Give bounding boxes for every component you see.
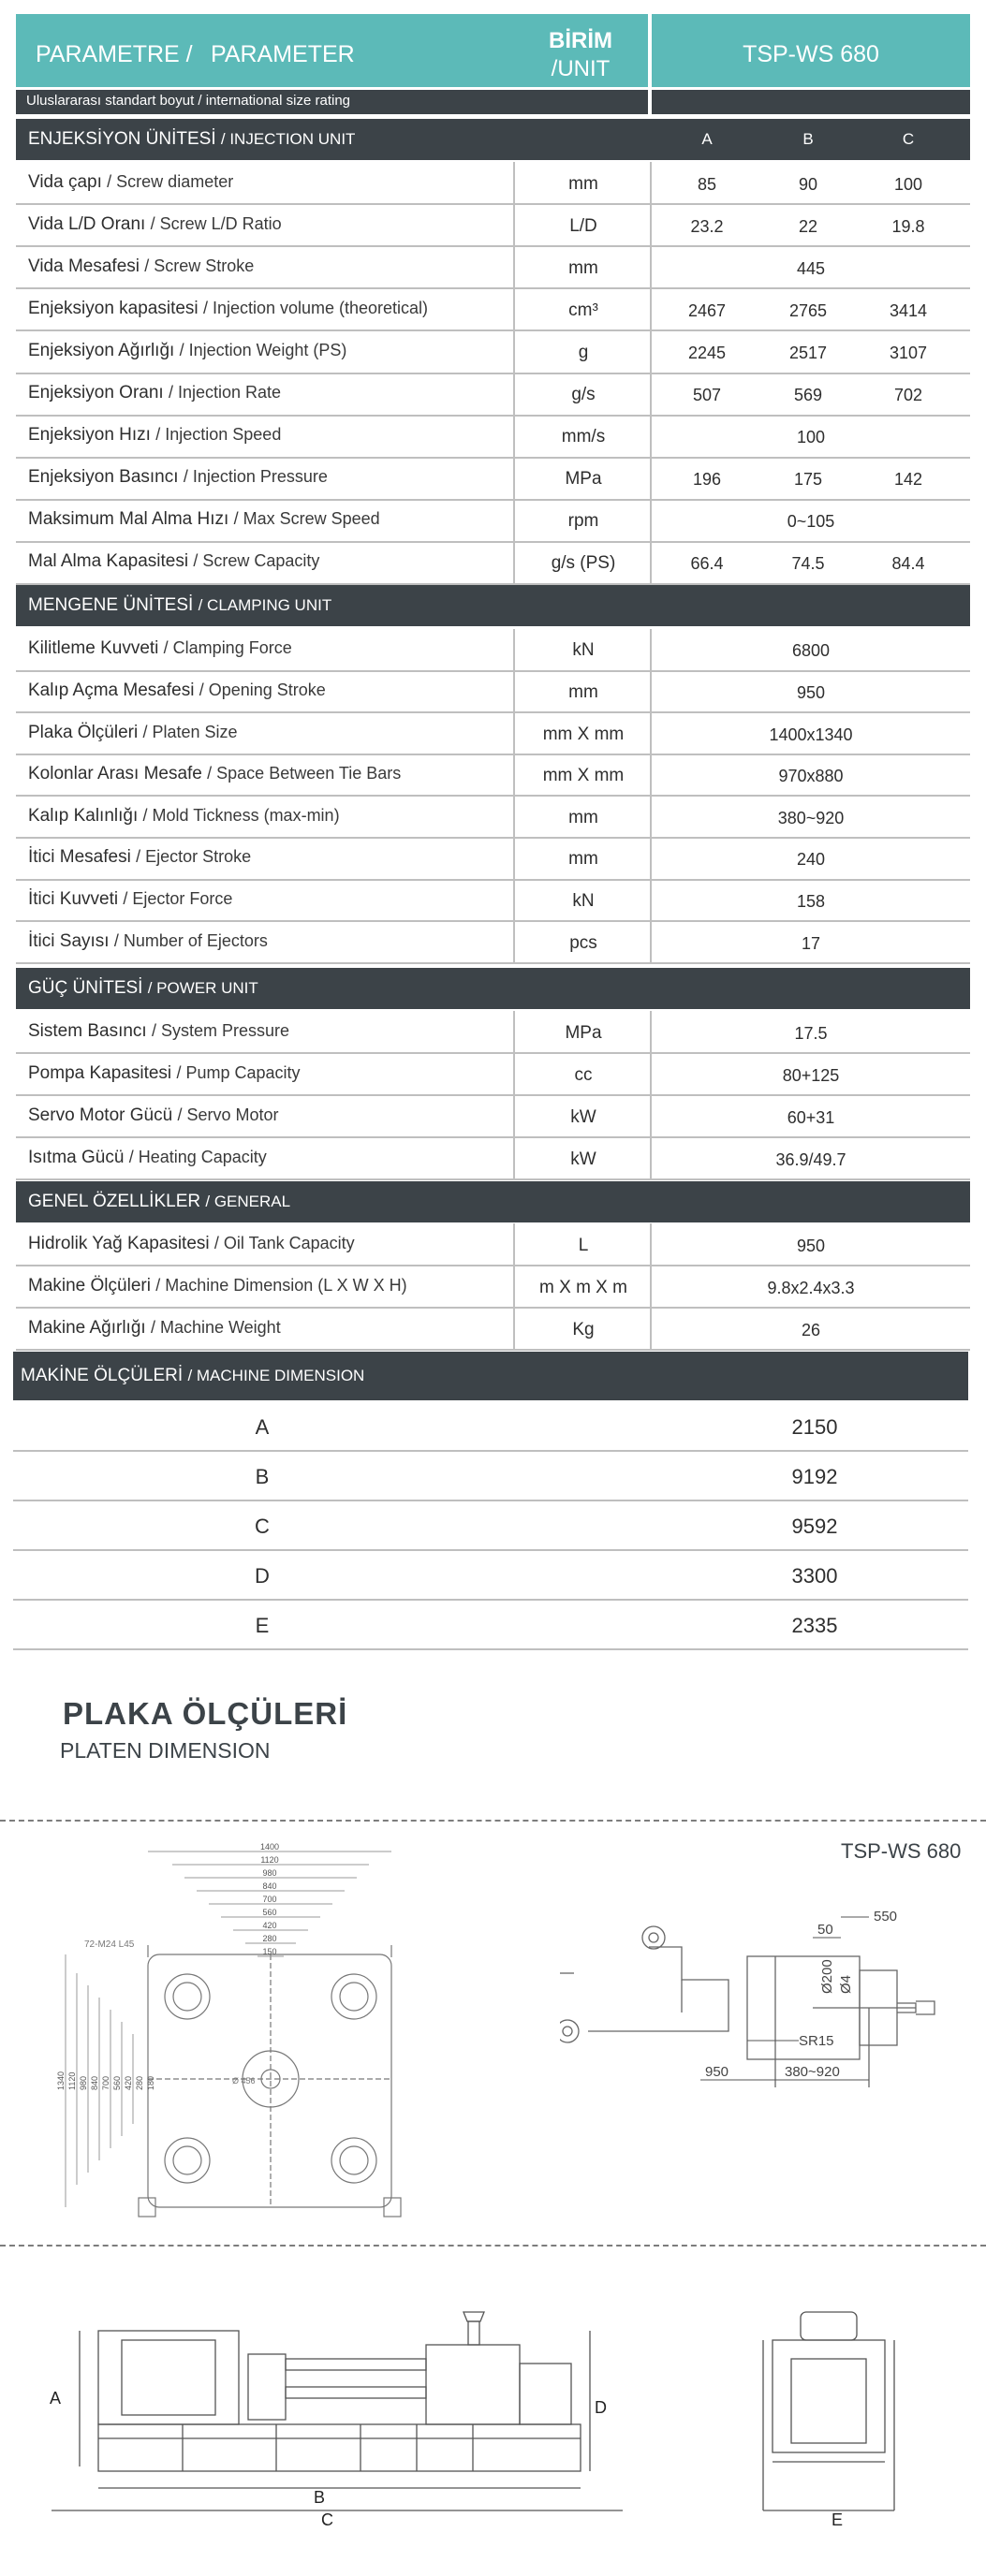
spec-value-a: 85	[697, 174, 717, 194]
spec-value: 240	[796, 850, 826, 870]
machine-dim-label: A	[255, 1415, 270, 1439]
spec-label	[28, 764, 401, 784]
spec-unit: g/s	[571, 385, 596, 405]
spec-unit: kN	[572, 890, 595, 911]
spec-label-tr: Makine Ölçüleri	[28, 1275, 151, 1295]
spec-value-a: 196	[692, 470, 722, 490]
tie-bar-hole	[165, 1974, 210, 2019]
spec-unit: pcs	[569, 932, 597, 953]
spec-unit: rpm	[567, 511, 599, 532]
spec-unit: Kg	[572, 1319, 595, 1339]
dim-e-label: E	[831, 2510, 844, 2529]
spec-unit: kN	[572, 640, 595, 661]
intl-note: Uluslararası standart boyut / international size rating	[26, 93, 351, 109]
spec-unit: mm	[568, 257, 598, 278]
platen-side-dim: 1120	[67, 2071, 77, 2090]
spec-value: 0~105	[787, 512, 835, 532]
spec-label	[28, 256, 254, 277]
spec-value: 60+31	[787, 1107, 835, 1127]
section-clamping-title	[28, 585, 331, 626]
spec-unit: L/D	[569, 215, 597, 236]
spec-unit: cc	[574, 1064, 593, 1085]
machine-dim-value: 9192	[791, 1465, 838, 1488]
dim-sr15: SR15	[799, 2033, 834, 2049]
spec-label-en: / Ejector Force	[123, 888, 233, 908]
spec-label	[28, 1021, 289, 1042]
platen-top-dim: 1120	[260, 1855, 279, 1865]
spec-value: 17	[801, 933, 821, 953]
header-unit-en: /UNIT	[551, 56, 611, 81]
spec-unit: cm³	[568, 300, 598, 320]
platen-top-dim: 980	[262, 1868, 277, 1878]
spec-value-a: 2467	[687, 300, 727, 320]
section-power-title	[28, 968, 258, 1009]
spec-label-tr: Kolonlar Arası Mesafe	[28, 764, 202, 784]
spec-label	[28, 681, 326, 701]
spec-label	[28, 1318, 281, 1339]
spec-unit: L	[578, 1235, 589, 1255]
platen-side-dim: 560	[112, 2075, 122, 2090]
spec-label-tr: Enjeksiyon Oranı	[28, 383, 164, 403]
row-divider	[16, 1178, 970, 1180]
spec-value: 158	[796, 891, 826, 911]
spec-label-tr: Pompa Kapasitesi	[28, 1062, 172, 1083]
spec-label-tr: Vida L/D Oranı	[28, 213, 146, 234]
spec-label	[28, 889, 232, 910]
spec-value: 6800	[791, 641, 831, 661]
spec-unit: mm X mm	[542, 724, 625, 744]
spec-unit: kW	[570, 1106, 596, 1127]
spec-label	[28, 299, 428, 319]
platen-side-drawing	[560, 1900, 972, 2115]
section-power-en: / POWER UNIT	[147, 979, 258, 997]
spec-value-b: 569	[793, 386, 823, 405]
machine-dim-label: D	[255, 1564, 270, 1588]
section-injection-title	[28, 119, 355, 160]
spec-label-tr: Kalıp Açma Mesafesi	[28, 680, 195, 700]
spec-label	[28, 1234, 355, 1254]
spec-label	[28, 847, 251, 868]
platen-top-dim: 420	[262, 1921, 277, 1930]
spec-label-en: / Machine Dimension (L X W X H)	[155, 1275, 407, 1295]
spec-label	[28, 1148, 267, 1168]
platen-top-dim: 280	[262, 1934, 277, 1943]
spec-value-a: 23.2	[690, 216, 724, 236]
dim-50: 50	[817, 1922, 833, 1938]
tie-bar-hole	[331, 1974, 376, 2019]
dim-950: 950	[705, 2064, 729, 2080]
platen-side-dim: 980	[79, 2075, 88, 2090]
spec-value: 36.9/49.7	[775, 1149, 846, 1169]
spec-label-en: / Machine Weight	[150, 1317, 281, 1337]
section-machine-dim-en: / MACHINE DIMENSION	[187, 1367, 365, 1384]
platen-side-dim: 1340	[56, 2071, 66, 2090]
col-divider	[650, 629, 652, 963]
col-divider	[650, 162, 652, 584]
spec-unit: kW	[570, 1149, 596, 1169]
spec-value-c: 702	[893, 386, 923, 405]
spec-label-en: / Clamping Force	[163, 638, 292, 658]
spec-label-tr: Kalıp Kalınlığı	[28, 805, 139, 826]
spec-value-a: 66.4	[690, 554, 724, 574]
spec-value-c: 84.4	[891, 554, 925, 574]
spec-label	[28, 509, 380, 530]
spec-value-c: 19.8	[891, 216, 925, 236]
spec-unit: g	[578, 342, 589, 362]
machine-dim-label: B	[255, 1465, 270, 1488]
spec-label	[28, 723, 238, 743]
spec-label-tr: Isıtma Gücü	[28, 1147, 125, 1167]
spec-value: 80+125	[782, 1065, 840, 1085]
section-general-en: / GENERAL	[205, 1193, 291, 1210]
platen-side-dim: 180	[146, 2075, 155, 2090]
spec-label-tr: Enjeksiyon Ağırlığı	[28, 340, 175, 360]
section-clamping-en: / CLAMPING UNIT	[198, 596, 332, 614]
spec-label	[28, 341, 346, 361]
spec-label	[28, 383, 281, 403]
platen-side-dim: 280	[135, 2075, 144, 2090]
platen-model: TSP-WS 680	[841, 1839, 962, 1863]
column-header-col_a: A	[701, 130, 713, 148]
spec-value-a: 2245	[687, 343, 727, 362]
machine-dim-value: 2150	[791, 1415, 838, 1439]
spec-label	[28, 551, 319, 572]
col-divider	[650, 1223, 652, 1350]
divider-bottom	[0, 2245, 986, 2247]
platen-side-dim: 420	[124, 2075, 133, 2090]
spec-label-en: / Pump Capacity	[176, 1062, 301, 1082]
dim-a-label: A	[50, 2389, 62, 2408]
spec-value-c: 3414	[889, 300, 928, 320]
spec-unit: g/s (PS)	[551, 553, 616, 574]
spec-label	[28, 931, 268, 952]
spec-value-b: 2765	[788, 300, 828, 320]
spec-unit: mm/s	[561, 427, 606, 447]
spec-value: 100	[796, 428, 826, 447]
spec-label-tr: İtici Kuvveti	[28, 888, 119, 909]
spec-label	[28, 1063, 301, 1084]
spec-label	[28, 1276, 407, 1296]
machine-dim-value: 3300	[791, 1564, 838, 1588]
spec-unit: MPa	[565, 1022, 602, 1043]
row-divider	[13, 1450, 968, 1452]
column-header-col_b: B	[802, 130, 814, 148]
spec-label-tr: Maksimum Mal Alma Hızı	[28, 509, 229, 530]
spec-value-c: 3107	[889, 343, 928, 362]
column-header-col_c: C	[902, 130, 915, 148]
spec-label-tr: İtici Sayısı	[28, 930, 110, 951]
header-model: TSP-WS 680	[743, 41, 879, 67]
spec-label-tr: Kilitleme Kuvveti	[28, 638, 159, 659]
dim-d200: Ø200	[819, 1959, 835, 1994]
tie-bar-hole	[331, 2138, 376, 2183]
machine-dim-label: E	[255, 1614, 270, 1637]
platen-top-dim: 840	[262, 1881, 277, 1891]
dim-d4: Ø4	[838, 1974, 854, 1994]
spec-label-tr: Enjeksiyon Hızı	[28, 425, 151, 446]
spec-label	[28, 467, 328, 488]
spec-label	[28, 806, 340, 827]
dim-c-label: C	[321, 2510, 333, 2529]
header-parameter-en: PARAMETER	[211, 41, 355, 67]
row-divider	[13, 1549, 968, 1551]
spec-label-en: / Screw Stroke	[144, 256, 255, 275]
spec-value-b: 90	[798, 174, 818, 194]
spec-unit: mm	[568, 807, 598, 827]
spec-value: 380~920	[777, 808, 845, 827]
platen-side-dim: 840	[90, 2075, 99, 2090]
spec-label-tr: Enjeksiyon Basıncı	[28, 467, 179, 488]
spec-value: 17.5	[794, 1023, 828, 1043]
spec-label-en: / Screw L/D Ratio	[150, 213, 282, 233]
spec-label	[28, 214, 282, 235]
col-divider	[513, 629, 515, 963]
hole-note: 72-M24 L45	[84, 1939, 135, 1950]
section-clamping-tr: MENGENE ÜNİTESİ	[28, 595, 194, 615]
platen-top-dim: 560	[262, 1908, 277, 1917]
platen-top-dim: 700	[262, 1895, 277, 1904]
spec-label-tr: Mal Alma Kapasitesi	[28, 551, 189, 572]
section-injection-en: / INJECTION UNIT	[220, 130, 356, 148]
platen-top-dim: 1400	[259, 1842, 280, 1852]
spec-unit: mm X mm	[542, 766, 625, 786]
spec-value-c: 100	[893, 174, 923, 194]
spec-label-en: / Heating Capacity	[128, 1147, 267, 1166]
section-general-tr: GENEL ÖZELLİKLER	[28, 1192, 201, 1211]
machine-dim-value: 2335	[791, 1614, 838, 1637]
spec-label-en: / Max Screw Speed	[233, 509, 380, 529]
section-machine-dim-tr: MAKİNE ÖLÇÜLERİ	[21, 1366, 184, 1385]
spec-label-en: / Servo Motor	[177, 1105, 279, 1124]
spec-label-tr: İtici Mesafesi	[28, 847, 131, 868]
spec-label	[28, 1105, 279, 1126]
col-divider	[513, 1223, 515, 1350]
header-unit-tr: BİRİM	[549, 28, 612, 53]
spec-unit: mm	[568, 849, 598, 870]
spec-label-en: / Injection Pressure	[183, 467, 328, 487]
row-divider	[16, 1349, 970, 1351]
section-machine-dim-title	[21, 1355, 364, 1397]
spec-value: 1400x1340	[769, 724, 853, 744]
section-injection-tr: ENJEKSİYON ÜNİTESİ	[28, 129, 216, 149]
spec-value-a: 507	[692, 386, 722, 405]
spec-unit: mm	[568, 681, 598, 702]
spec-value: 26	[801, 1320, 821, 1339]
spec-label-en: / Injection Weight (PS)	[179, 340, 347, 359]
dim-d-label: D	[595, 2398, 607, 2417]
spec-value-b: 74.5	[791, 554, 825, 574]
spec-label-en: / Injection Rate	[168, 383, 282, 402]
spec-value-b: 22	[798, 216, 818, 236]
platen-front-drawing	[56, 1842, 449, 2226]
spec-label-en: / Platen Size	[142, 722, 238, 741]
spec-label	[28, 425, 281, 446]
tie-bar-hole	[165, 2138, 210, 2183]
spec-label-en: / Opening Stroke	[199, 680, 326, 699]
spec-label-en: / Screw diameter	[107, 171, 234, 191]
row-divider	[13, 1500, 968, 1501]
platen-top-dim: 150	[262, 1947, 277, 1956]
spec-unit: MPa	[565, 469, 602, 490]
ring-note: Ø 456	[232, 2076, 256, 2086]
spec-value: 970x880	[778, 767, 844, 786]
spec-label-tr: Vida çapı	[28, 171, 102, 192]
intl-note-bar-right	[652, 90, 970, 114]
platen-subtitle: PLATEN DIMENSION	[60, 1738, 271, 1763]
row-divider	[13, 1648, 968, 1650]
spec-label-en: / Ejector Stroke	[136, 847, 252, 867]
spec-label-en: / Injection Speed	[155, 425, 282, 445]
col-divider	[513, 162, 515, 584]
spec-label-en: / Oil Tank Capacity	[213, 1233, 355, 1252]
spec-label-tr: Plaka Ölçüleri	[28, 722, 139, 742]
platen-side-dim: 700	[101, 2075, 110, 2090]
section-power-tr: GÜÇ ÜNİTESİ	[28, 978, 143, 998]
machine-drawing	[42, 2275, 960, 2555]
spec-unit: mm	[568, 173, 598, 194]
col-divider	[513, 1011, 515, 1179]
spec-label-en: / System Pressure	[152, 1020, 290, 1040]
spec-label-tr: Enjeksiyon kapasitesi	[28, 298, 199, 318]
spec-value: 950	[796, 682, 826, 702]
spec-label-tr: Vida Mesafesi	[28, 256, 140, 276]
spec-value-c: 142	[893, 470, 923, 490]
spec-label-tr: Sistem Basıncı	[28, 1020, 147, 1041]
dim-b-label: B	[314, 2488, 326, 2507]
spec-label-tr: Makine Ağırlığı	[28, 1317, 146, 1338]
machine-dim-value: 9592	[791, 1515, 838, 1538]
spec-value-b: 175	[793, 470, 823, 490]
section-general-title	[28, 1181, 290, 1222]
spec-label	[28, 172, 233, 193]
platen-title: PLAKA ÖLÇÜLERİ	[63, 1696, 348, 1731]
header-parameter-tr: PARAMETRE /	[36, 41, 193, 67]
spec-label-en: / Injection volume (theoretical)	[202, 298, 429, 317]
row-divider	[13, 1599, 968, 1601]
dim-550: 550	[874, 1909, 898, 1925]
machine-dim-label: C	[255, 1515, 270, 1538]
row-divider	[16, 962, 970, 964]
spec-value: 445	[796, 258, 826, 278]
dim-380-920: 380~920	[785, 2064, 840, 2080]
spec-label-en: / Space Between Tie Bars	[207, 764, 402, 783]
spec-label-en: / Number of Ejectors	[113, 930, 268, 950]
spec-label-tr: Hidrolik Yağ Kapasitesi	[28, 1233, 210, 1253]
spec-value-b: 2517	[788, 343, 828, 362]
col-divider	[650, 1011, 652, 1179]
spec-value: 950	[796, 1236, 826, 1255]
spec-label	[28, 638, 292, 659]
spec-unit: m X m X m	[539, 1277, 627, 1297]
spec-label-tr: Servo Motor Gücü	[28, 1105, 173, 1125]
divider-top	[0, 1820, 986, 1822]
spec-label-en: / Screw Capacity	[193, 551, 320, 571]
spec-label-en: / Mold Tickness (max-min)	[142, 805, 340, 825]
spec-value: 9.8x2.4x3.3	[767, 1278, 855, 1297]
